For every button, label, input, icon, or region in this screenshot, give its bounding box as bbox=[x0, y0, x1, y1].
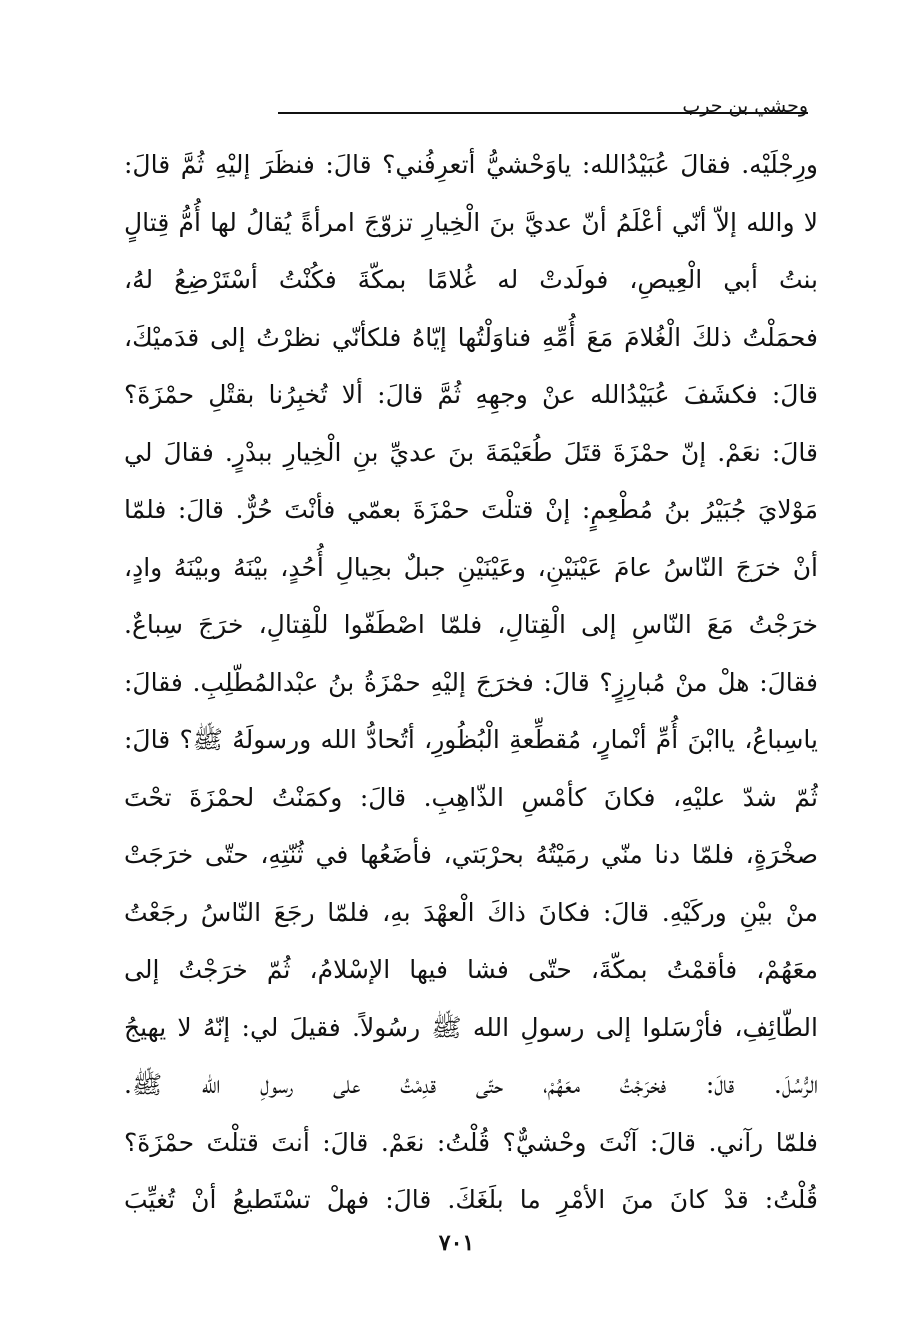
running-title: وحشي بن حرب bbox=[682, 95, 808, 117]
page-header bbox=[118, 92, 808, 122]
text-line: الرُّسُلَ. قالَ: فخرَجْتُ معَهُمْ، حتّى قدِمْتُ على رسولِ الله ﷺ. bbox=[124, 1070, 818, 1099]
text-line: الطّائِفِ، فأرْسَلوا إلى رسولِ الله ﷺ رسُولاً. فقيلَ لي: إنّهُ لا يهيجُ bbox=[124, 1012, 818, 1042]
text-line: فحمَلْتُ ذلكَ الْغُلامَ مَعَ أُمِّهِ فناوَلْتُها إيّاهُ فلكأنّي نظرْتُ إلى قدَميْكَ، bbox=[124, 322, 818, 352]
text-line: قالَ: نعَمْ. إنّ حمْزَةَ قتَلَ طُعَيْمَةَ بنَ عديِّ بنِ الْخِيارِ ببدْرٍ. فقالَ لي bbox=[124, 437, 818, 467]
text-line: ورِجْلَيْه. فقالَ عُبَيْدُالله: ياوَحْشيُّ أتعرِفُني؟ قالَ: فنظَرَ إليْهِ ثُمَّ قالَ: bbox=[124, 150, 818, 179]
text-line: منْ بيْنِ وركَيْهِ. قالَ: فكانَ ذاكَ الْعهْدَ بهِ، فلمّا رجَعَ النّاسُ رجَعْتُ bbox=[124, 897, 818, 927]
text-line: قالَ: فكشَفَ عُبَيْدُالله عنْ وجهِهِ ثُمَّ قالَ: ألا تُخبِرُنا بقتْلِ حمْزَةَ؟ bbox=[124, 380, 818, 409]
text-line: أنْ خرَجَ النّاسُ عامَ عَيْنَيْنِ، وعَيْنَيْنِ جبلٌ بحِيالِ أُحُدٍ، بيْنَهُ وبيْنَهُ وادٍ، bbox=[124, 552, 818, 582]
text-line: فلمّا رآني. قالَ: آنْتَ وحْشيٌّ؟ قُلْتُ: نعَمْ. قالَ: أنتَ قتلْتَ حمْزَةَ؟ bbox=[124, 1127, 818, 1157]
text-line: مَوْلايَ جُبَيْرُ بنُ مُطْعِمٍ: إنْ قتلْتَ حمْزَةَ بعمّي فأنْتَ حُرٌّ. قالَ: فلمّا bbox=[124, 495, 818, 524]
text-line: ياسِباعُ، ياابْنَ أُمِّ أنْمارٍ، مُقطِّعةِ الْبُظُورِ، أتُحادُّ الله ورسولَهُ ﷺ؟ قالَ: bbox=[124, 725, 818, 754]
page-number: ٧٠١ bbox=[438, 1230, 475, 1256]
text-line: معَهُمْ، فأقمْتُ بمكّةَ، حتّى فشا فيها الإسْلامُ، ثُمّ خرَجْتُ إلى bbox=[124, 955, 818, 984]
header-rule bbox=[278, 112, 808, 114]
text-line: لا والله إلاّ أنّي أعْلَمُ أنّ عديَّ بنَ الْخِيارِ تزوّجَ امرأةً يُقالُ لها أُمُّ قِتالٍ bbox=[124, 207, 818, 237]
body-text bbox=[124, 136, 818, 1229]
text-line: ثُمّ شدّ عليْهِ، فكانَ كأمْسِ الذّاهِبِ. قالَ: وكمَنْتُ لحمْزَةَ تحْتَ bbox=[124, 782, 818, 812]
text-line: فقالَ: هلْ منْ مُبارِزٍ؟ قالَ: فخرَجَ إليْهِ حمْزَةُ بنُ عبْدالمُطّلِبِ. فقالَ: bbox=[124, 667, 818, 697]
text-line: بنتُ أبي الْعِيصِ، فولَدتْ له غُلامًا بمكّةَ فكُنْتُ أسْتَرْضِعُ لهُ، bbox=[124, 265, 818, 294]
text-line: خرَجْتُ مَعَ النّاسِ إلى الْقِتالِ، فلمّا اصْطَفّوا للْقِتالِ، خرَجَ سِباعٌ. bbox=[124, 610, 818, 639]
text-line: صخْرَةٍ، فلمّا دنا منّي رمَيْتُهُ بحرْبَتي، فأضَعُها في ثُنّتِهِ، حتّى خرَجَتْ bbox=[124, 840, 818, 869]
text-line: قُلْتُ: قدْ كانَ منَ الأمْرِ ما بلَغَكَ. قالَ: فهلْ تسْتَطيعُ أنْ تُغيِّبَ bbox=[124, 1185, 818, 1214]
